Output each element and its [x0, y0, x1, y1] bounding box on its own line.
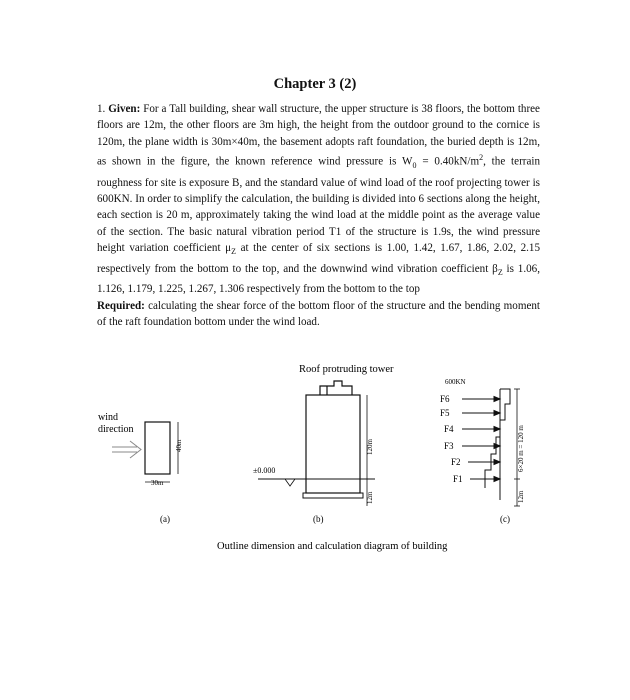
- force-f1: F1: [453, 474, 463, 484]
- given-label: Given:: [108, 103, 141, 115]
- plan-rectangle: [145, 422, 170, 474]
- building-elevation: [306, 395, 360, 493]
- raft-foundation: [303, 493, 363, 498]
- wind-arrow: [112, 441, 141, 458]
- force-f5: F5: [440, 408, 450, 418]
- chapter-title: Chapter 3 (2): [273, 76, 357, 92]
- given-text-1: For a Tall building, shear wall structure, the upper structure is 38 floors, the bottom three floors are 12m, the other floors are 3m high, the height from the outdoor ground to the cornice is 120m, the plane width is 30m×40m, the basement adopts raft foundation, the buried depth is 12m, as shown in the figure, the known reference wind pressure is: [97, 103, 540, 168]
- required-label: Required:: [97, 299, 145, 312]
- given-text-2: , the terrain roughness for site is exposure B, and the standard value of wind load of the roof projecting tower is 600KN. In order to simplify the calculation, the building is divided into 6 sections along the height, each section is 20 m, approximately taking the wind load at the middle point as the average value of the section. The basic natural vibration period T1 of the structure is 1.9s, the wind pressure height variation coefficient: [97, 155, 541, 255]
- beta-subscript: Z: [497, 268, 503, 277]
- plan-width-label: 30m: [151, 479, 164, 487]
- force-f2: F2: [451, 457, 461, 467]
- w0-symbol: W: [402, 155, 413, 168]
- force-f6: F6: [440, 394, 450, 404]
- given-text-4: is 1.06, 1.126, 1.179, 1.225, 1.267, 1.306 respectively from the bottom to the top: [97, 262, 540, 296]
- force-f4: F4: [444, 424, 454, 434]
- ground-level-label: ±0.000: [253, 466, 276, 475]
- w0-subscript: 0: [412, 161, 417, 171]
- mu-subscript: Z: [231, 247, 236, 257]
- foundation-label: 12m: [366, 491, 374, 504]
- height-label: 120m: [366, 439, 374, 455]
- wind-label-1: wind: [98, 412, 118, 423]
- problem-number: 1.: [97, 103, 106, 115]
- sections-label: 6×20 m = 120 m: [517, 425, 525, 472]
- panel-b-label: (b): [313, 514, 324, 524]
- w0-value: = 0.40kN/m: [422, 155, 480, 168]
- base-label: 12m: [517, 490, 525, 503]
- given-text-3: at the center of six sections is 1.00, 1.42, 1.67, 1.86, 2.02, 2.15 respectively from the bottom to the top, and the downwind wind vibration coefficient: [97, 242, 541, 275]
- mu-symbol: μ: [225, 242, 232, 255]
- plan-depth-label: 40m: [175, 439, 183, 452]
- required-text: calculating the shear force of the bottom floor of the structure and the bending moment of the raft foundation bottom under the wind load.: [97, 299, 540, 329]
- ground-marker: [285, 479, 295, 486]
- figure-caption: Outline dimension and calculation diagram of building: [217, 541, 448, 552]
- panel-a-label: (a): [160, 514, 170, 524]
- wind-label-2: direction: [98, 424, 134, 435]
- beta-symbol: β: [492, 262, 498, 275]
- w0-exponent: 2: [479, 153, 484, 163]
- force-f3: F3: [444, 441, 454, 451]
- roof-tower: [320, 381, 352, 395]
- force-arrows: [462, 397, 500, 482]
- top-load-label: 600KN: [445, 378, 466, 386]
- panel-c-label: (c): [500, 514, 510, 524]
- roof-tower-label: Roof protruding tower: [299, 364, 394, 375]
